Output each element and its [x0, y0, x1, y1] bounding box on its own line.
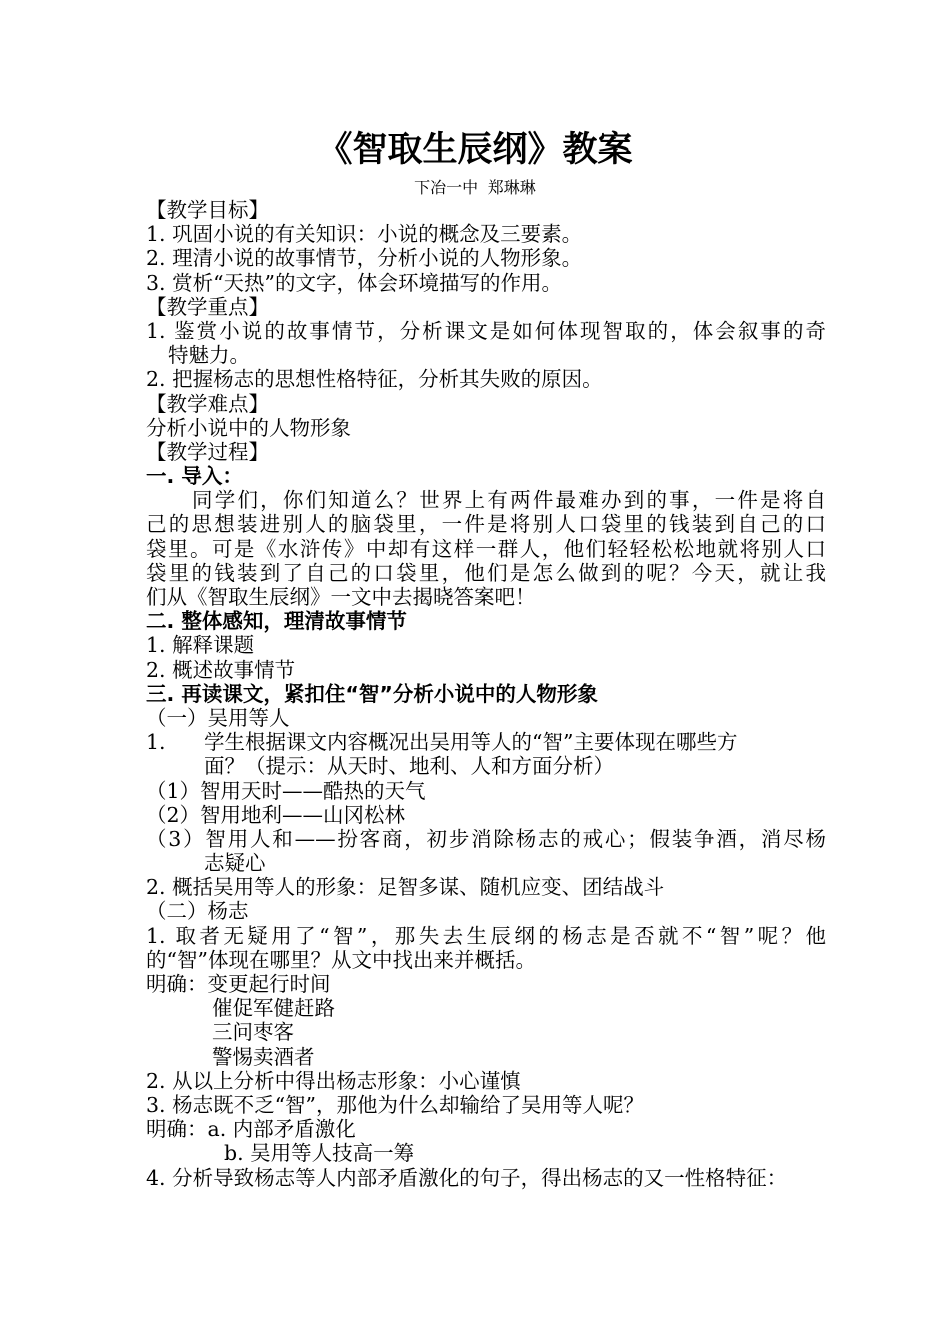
item-number: 1.: [146, 730, 166, 755]
yang-zhi-answer-point: 催促军健赶路: [212, 996, 335, 1021]
section-heading-process: 【教学过程】: [146, 439, 269, 464]
subsection-heading-yang-zhi: （二）杨志: [146, 899, 249, 924]
overview-item-1: 1. 解释课题: [146, 633, 255, 658]
key-point-item-2: 2. 把握杨志的思想性格特征，分析其失败的原因。: [146, 367, 603, 392]
section-heading-difficulties: 【教学难点】: [146, 391, 269, 416]
wu-yong-subitem-2: （2）智用地利——山冈松林: [146, 802, 406, 827]
yang-zhi-item-3: 3. 杨志既不乏“智”，那他为什么却输给了吴用等人呢？: [146, 1092, 645, 1117]
yang-zhi-answer: 明确：变更起行时间: [146, 972, 331, 996]
step-heading-reread: 三. 再读课文，紧扣住“智”分析小说中的人物形象: [146, 681, 598, 706]
intro-paragraph-line: 们从《智取生辰纲》一文中去揭晓答案吧！: [146, 585, 536, 609]
wu-yong-item-1: [146, 730, 826, 754]
yang-zhi-item-2: 2. 从以上分析中得出杨志形象：小心谨慎: [146, 1068, 521, 1093]
document-title: 《智取生辰纲》教案: [317, 130, 633, 170]
key-point-item-1: 1. 鉴赏小说的故事情节，分析课文是如何体现智取的，体会叙事的奇: [146, 318, 826, 343]
section-heading-objectives: 【教学目标】: [146, 198, 269, 222]
yang-zhi-answer-point: 三问枣客: [212, 1020, 294, 1045]
intro-paragraph-line: 同学们，你们知道么？世界上有两件最难办到的事，一件是将自: [192, 488, 826, 513]
yang-zhi-item-1-cont: 的“智”体现在哪里？从文中找出来并概括。: [146, 947, 536, 972]
yang-zhi-item-1: 1. 取者无疑用了“智”，那失去生辰纲的杨志是否就不“智”呢？他: [146, 923, 826, 948]
difficulty-text: 分析小说中的人物形象: [146, 415, 351, 440]
document-author: 下冶一中 郑琳琳: [414, 178, 536, 197]
intro-paragraph-line: 袋里。可是《水浒传》中却有这样一群人，他们轻轻松松地就将别人口: [146, 536, 826, 561]
objective-item-1: 1. 巩固小说的有关知识：小说的概念及三要素。: [146, 222, 583, 247]
document-body: [146, 198, 826, 1190]
yang-zhi-answer-2: 明确：a. 内部矛盾激化: [146, 1117, 356, 1142]
section-heading-key-points: 【教学重点】: [146, 294, 269, 319]
objective-item-2: 2. 理清小说的故事情节，分析小说的人物形象。: [146, 246, 583, 271]
wu-yong-item-2: 2. 概括吴用等人的形象：足智多谋、随机应变、团结战斗: [146, 875, 665, 900]
wu-yong-subitem-1: （1）智用天时——酷热的天气: [146, 778, 426, 803]
subsection-heading-wu-yong: （一）吴用等人: [146, 705, 290, 730]
overview-item-2: 2. 概述故事情节: [146, 657, 296, 682]
key-point-item-1-cont: 特魅力。: [168, 343, 250, 368]
yang-zhi-answer-2-point: b. 吴用等人技高一筹: [224, 1141, 415, 1166]
wu-yong-item-1-cont: 面？（提示：从天时、地利、人和方面分析）: [204, 754, 614, 779]
objective-item-3: 3. 赏析“天热”的文字，体会环境描写的作用。: [146, 270, 563, 295]
wu-yong-subitem-3-cont: 志疑心: [204, 851, 266, 876]
yang-zhi-answer-point: 警惕卖酒者: [212, 1044, 315, 1069]
yang-zhi-item-4: 4. 分析导致杨志等人内部矛盾激化的句子，得出杨志的又一性格特征：: [146, 1165, 788, 1190]
step-heading-overview: 二. 整体感知，理清故事情节: [146, 609, 407, 634]
step-heading-intro: 一. 导入：: [146, 464, 243, 489]
intro-paragraph-line: 己的思想装进别人的脑袋里，一件是将别人口袋里的钱装到自己的口: [146, 512, 826, 537]
item-text: 学生根据课文内容概况出吴用等人的“智”主要体现在哪些方: [204, 730, 738, 755]
intro-paragraph-line: 袋里的钱装到了自己的口袋里，他们是怎么做到的呢？今天，就让我: [146, 560, 826, 585]
wu-yong-subitem-3: （3）智用人和——扮客商，初步消除杨志的戒心；假装争酒，消尽杨: [146, 826, 826, 851]
